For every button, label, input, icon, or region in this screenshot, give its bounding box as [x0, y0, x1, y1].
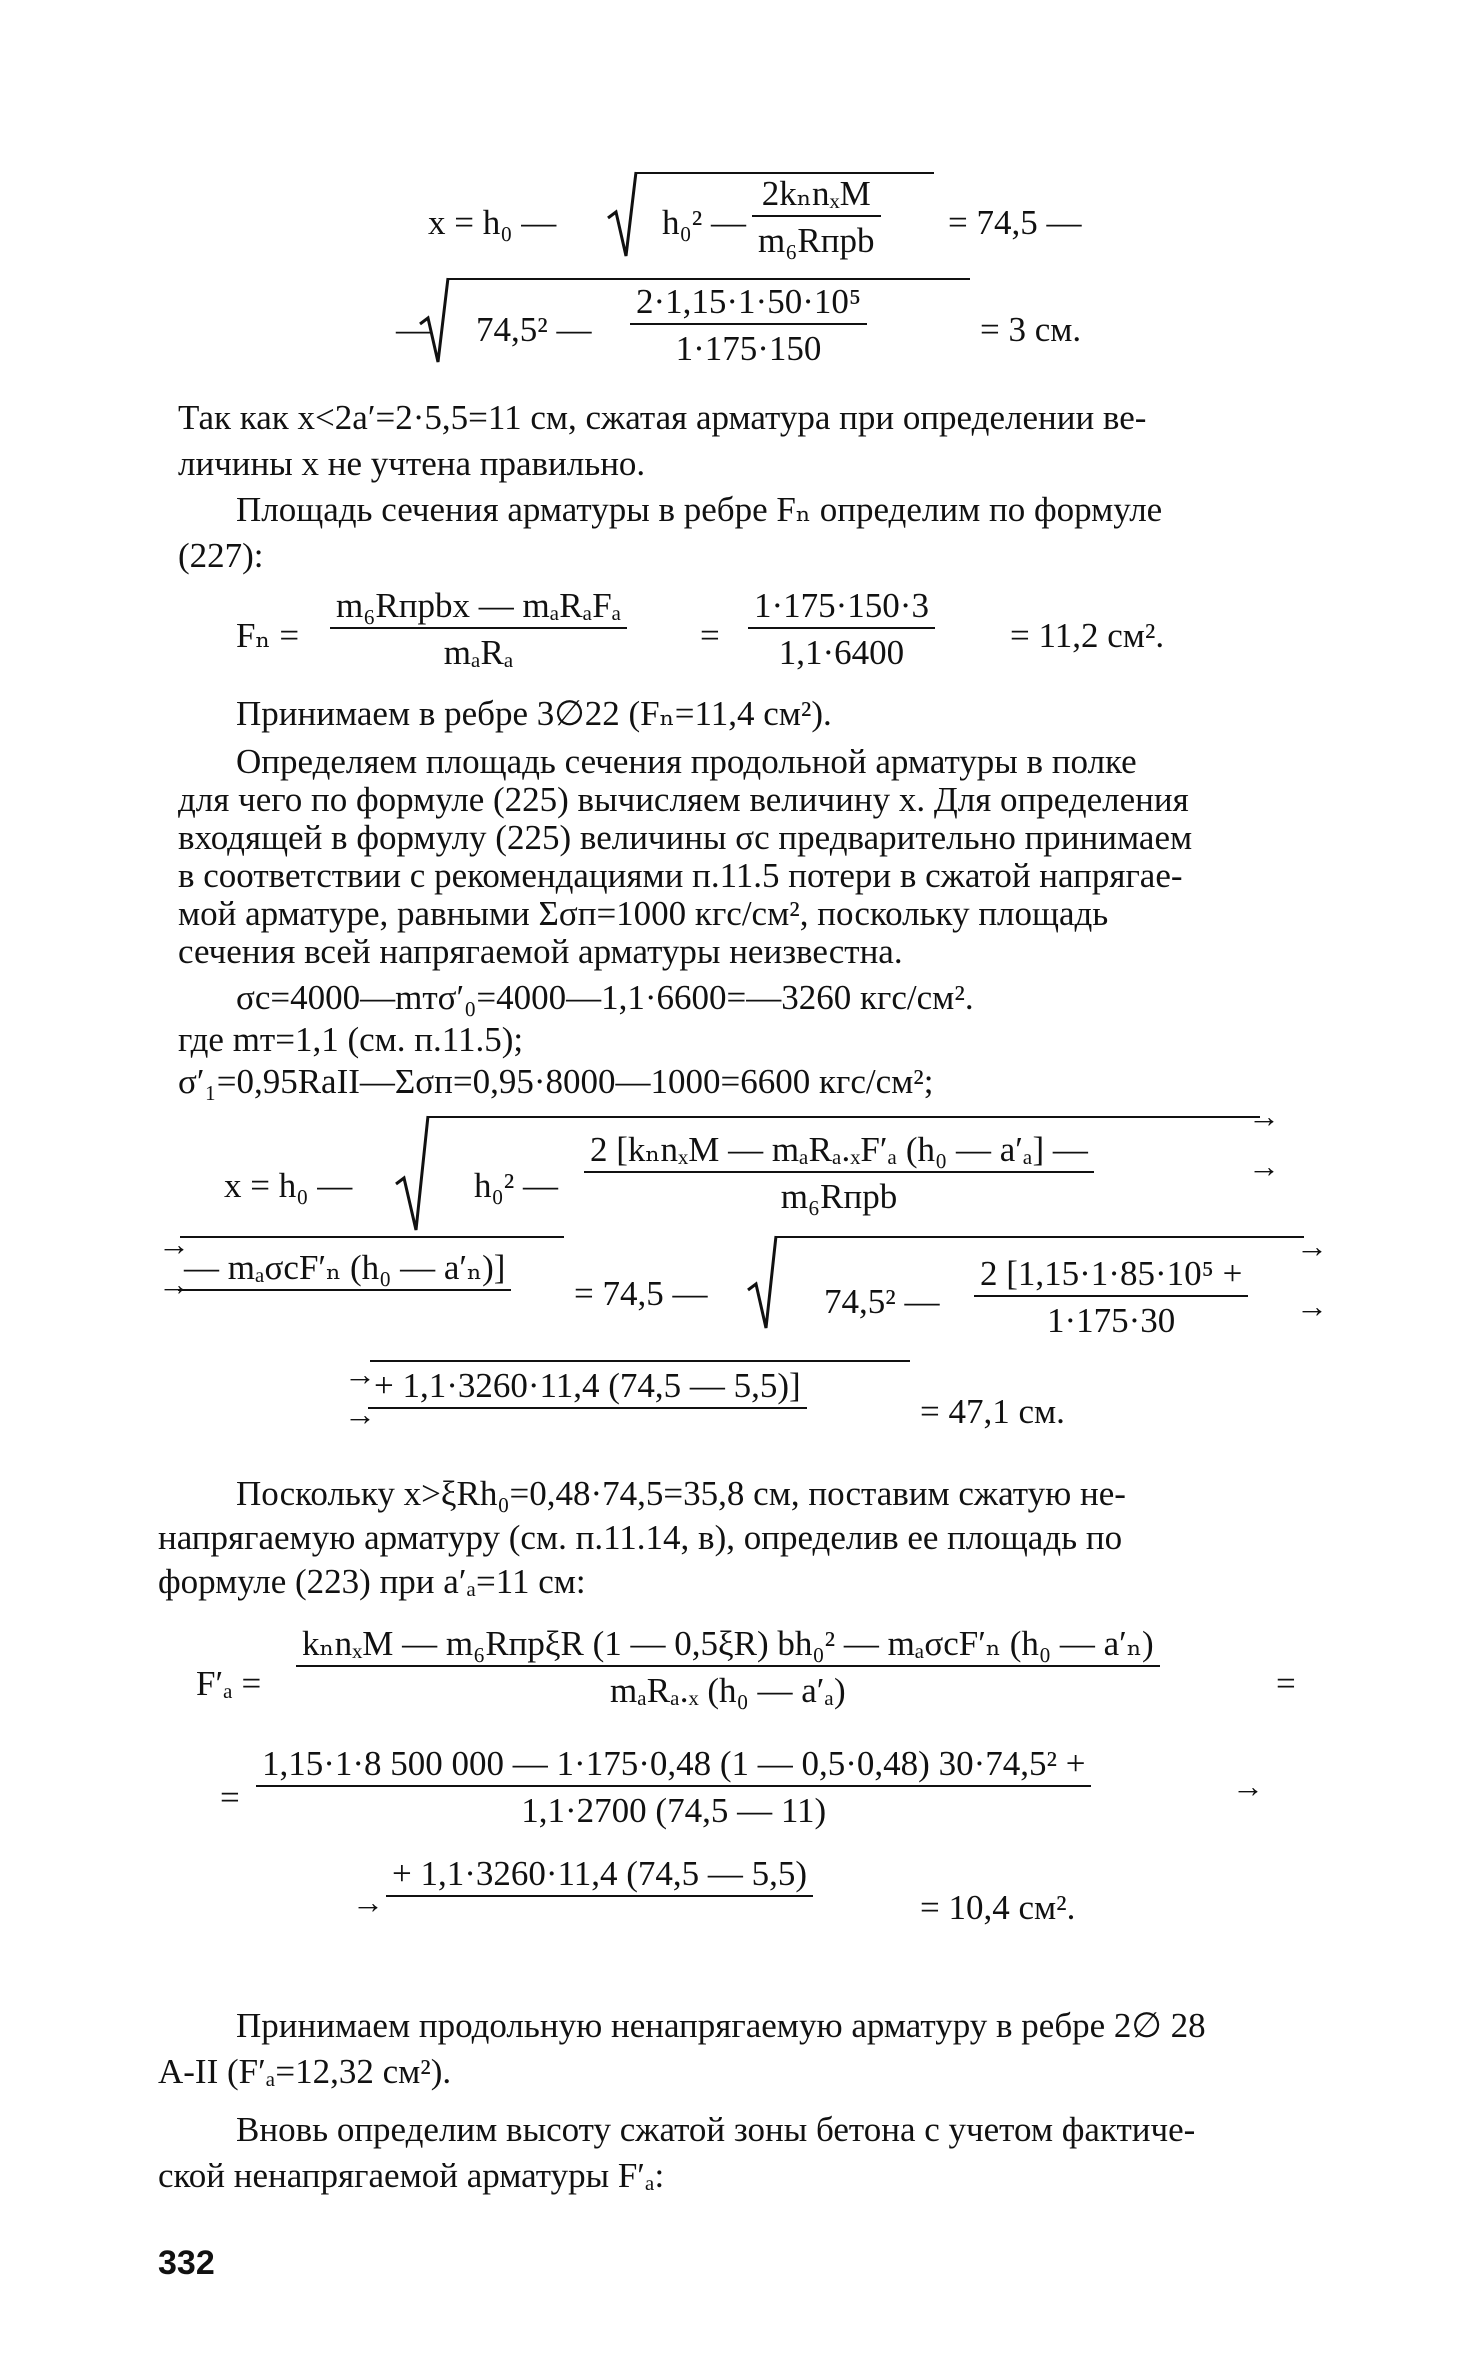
para5-line2: напрягаемую арматуру (см. п.11.14, в), определив ее площадь по	[158, 1518, 1123, 1557]
eq2-numerator1: m₆Rпрbx — mₐRₐFₐ	[330, 588, 627, 629]
radical-bar	[448, 278, 970, 280]
eq1-fraction	[752, 176, 881, 258]
continuation-arrow-icon: →	[158, 1226, 190, 1262]
para1-line2: личины x не учтена правильно.	[178, 444, 646, 483]
radical-bar	[428, 1116, 1260, 1118]
eq4-fraction3	[386, 1856, 813, 1897]
eq1-denominator: m₆Rпрb	[758, 221, 875, 260]
eq4-numerator2: 1,15·1·8 500 000 — 1·175·0,48 (1 — 0,5·0,48) 30·74,5² +	[256, 1746, 1091, 1787]
sigma1-line: σ′₁=0,95RаII—Σσп=0,95·8000—1000=6600 кгс/см²;	[178, 1062, 934, 1101]
eq1b-fraction	[630, 284, 867, 366]
eq4-tail: =	[1276, 1664, 1296, 1703]
para7-line2: ской ненапрягаемой арматуры F′ₐ:	[158, 2156, 665, 2195]
para1-line1: Так как x<2a′=2·5,5=11 см, сжатая арматура при определении ве-	[178, 398, 1147, 437]
eq1b-numerator: 2·1,15·1·50·10⁵	[630, 284, 867, 325]
mt-line: где mт=1,1 (см. п.11.5);	[178, 1020, 524, 1059]
page-number: 332	[158, 2244, 215, 2282]
para2-line2: (227):	[178, 536, 264, 575]
para6-line2: A-II (F′ₐ=12,32 см²).	[158, 2052, 452, 2091]
sigma-c-line: σc=4000—mтσ′₀=4000—1,1·6600=—3260 кгс/см².	[236, 978, 974, 1017]
para4-line4: в соответствии с рекомендациями п.11.5 потери в сжатой напрягае-	[178, 856, 1183, 895]
eq2-denominator1: mₐRₐ	[443, 633, 514, 672]
eq3-numerator: 2 [kₙnₓM — mₐRₐ.ₓF′ₐ (h₀ — a′ₐ] —	[584, 1132, 1094, 1173]
eq3-rhs: = 47,1 см.	[920, 1392, 1065, 1431]
continuation-arrow-icon: →	[158, 1266, 190, 1302]
radical-sign-icon	[608, 170, 638, 258]
continuation-arrow-icon: →	[1232, 1768, 1264, 1804]
para4-line3: входящей в формулу (225) величины σc предварительно принимаем	[178, 818, 1193, 857]
eq1-rhs: = 74,5 —	[948, 203, 1082, 242]
eq3-cont-fraction	[178, 1250, 511, 1291]
eq1b-rad-base: 74,5² —	[476, 310, 592, 349]
eq3-fraction	[584, 1132, 1094, 1214]
eq4-rhs: = 10,4 см².	[920, 1888, 1076, 1927]
continuation-arrow-icon: →	[352, 1884, 384, 1920]
eq4-fraction	[296, 1626, 1160, 1708]
radical-sign-icon	[396, 1114, 430, 1232]
eq3-cont2-fraction	[368, 1368, 807, 1409]
radical-sign-icon	[748, 1234, 778, 1330]
para7-line1: Вновь определим высоту сжатой зоны бетона с учетом фактиче-	[236, 2110, 1196, 2149]
eq4-denominator2: 1,1·2700 (74,5 — 11)	[521, 1791, 827, 1830]
eq3-cont-numerator: — mₐσcF′ₙ (h₀ — a′ₙ)]	[178, 1250, 511, 1291]
eq2-rhs: = 11,2 см².	[1010, 616, 1165, 655]
eq2-numerator2: 1·175·150·3	[748, 588, 935, 629]
eq3-denominator: m₆Rпрb	[780, 1177, 898, 1216]
eq4-numerator: kₙnₓM — m₆RпрξR (1 — 0,5ξR) bh₀² — mₐσcF′ₙ (h₀ — a′ₙ)	[296, 1626, 1160, 1667]
eq3-fraction2	[974, 1256, 1248, 1338]
eq2-denominator2: 1,1·6400	[778, 633, 905, 672]
eq2-fraction1	[330, 588, 627, 670]
eq2-equals: =	[700, 616, 720, 655]
eq4-lhs: F′ₐ =	[196, 1664, 262, 1703]
eq3-rad2-base: 74,5² —	[824, 1282, 940, 1321]
eq3-lhs: x = h₀ —	[224, 1166, 353, 1205]
eq1b-lead: —	[396, 310, 431, 349]
eq1-numerator: 2kₙnₓM	[752, 176, 881, 217]
continuation-arrow-icon: →	[344, 1396, 376, 1432]
radical-sign-icon	[420, 276, 450, 364]
para2-line1: Площадь сечения арматуры в ребре Fₙ определим по формуле	[236, 490, 1163, 529]
eq4-lead2: =	[220, 1778, 240, 1817]
eq3-cont-mid: = 74,5 —	[574, 1274, 708, 1313]
para4-line1: Определяем площадь сечения продольной арматуры в полке	[236, 742, 1137, 781]
continuation-arrow-icon: →	[1248, 1148, 1280, 1184]
eq1-rad-base: h₀² —	[662, 203, 746, 242]
continuation-arrow-icon: →	[344, 1356, 376, 1392]
eq3-cont2-numerator: + 1,1·3260·11,4 (74,5 — 5,5)]	[368, 1368, 807, 1409]
eq4-denominator: mₐRₐ.ₓ (h₀ — a′ₐ)	[609, 1671, 846, 1710]
para4-line5: мой арматуре, равными Σσп=1000 кгс/см², поскольку площадь	[178, 894, 1109, 933]
eq1-lhs: x = h₀ —	[428, 203, 557, 242]
eq2-lhs: Fₙ =	[236, 616, 300, 655]
para3: Принимаем в ребре 3∅22 (Fₙ=11,4 см²).	[236, 694, 832, 733]
eq1b-denominator: 1·175·150	[675, 329, 822, 368]
continuation-arrow-icon: →	[1248, 1098, 1280, 1134]
eq4-numerator3: + 1,1·3260·11,4 (74,5 — 5,5)	[386, 1856, 813, 1897]
para5-line3: формуле (223) при a′ₐ=11 см:	[158, 1562, 586, 1601]
eq4-fraction2	[256, 1746, 1091, 1828]
eq3-denominator2: 1·175·30	[1047, 1301, 1176, 1340]
continued-radical-bar	[370, 1360, 910, 1362]
continuation-arrow-icon: →	[1296, 1288, 1328, 1324]
radical-bar	[776, 1236, 1304, 1238]
para5-line1: Поскольку x>ξRh₀=0,48·74,5=35,8 см, поставим сжатую не-	[236, 1474, 1126, 1513]
eq2-fraction2	[748, 588, 935, 670]
eq3-rad-base: h₀² —	[474, 1166, 558, 1205]
continued-radical-bar	[180, 1236, 564, 1238]
para4-line2: для чего по формуле (225) вычисляем величину x. Для определения	[178, 780, 1189, 819]
para6-line1: Принимаем продольную ненапрягаемую арматуру в ребре 2∅ 28	[236, 2006, 1206, 2045]
eq3-numerator2: 2 [1,15·1·85·10⁵ +	[974, 1256, 1248, 1297]
eq1b-rhs: = 3 см.	[980, 310, 1082, 349]
continuation-arrow-icon: →	[1296, 1228, 1328, 1264]
para4-line6: сечения всей напрягаемой арматуры неизвестна.	[178, 932, 903, 971]
